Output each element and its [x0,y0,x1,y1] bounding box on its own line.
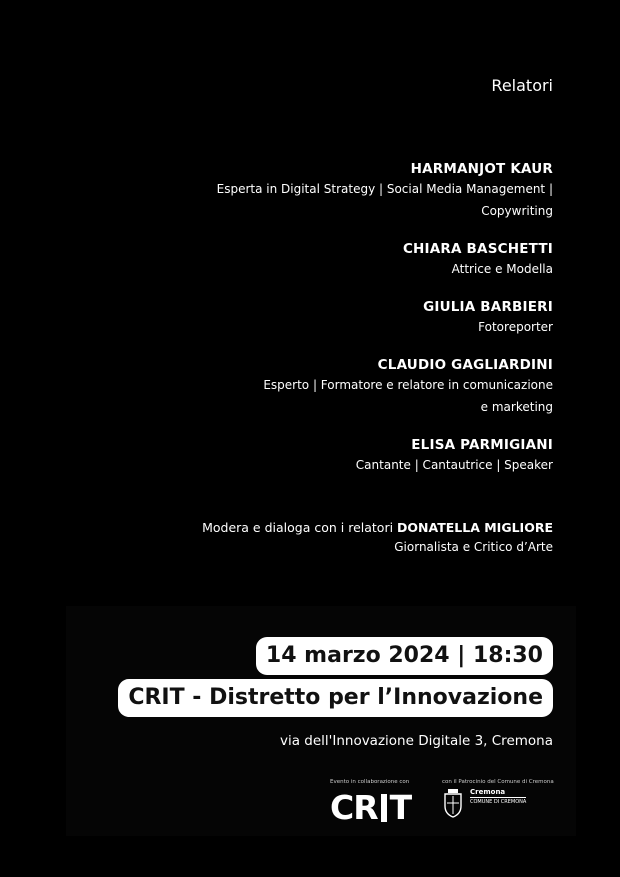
crit-caption: Evento in collaborazione con [330,779,410,785]
speaker-role: Fotoreporter [478,320,553,334]
comune-caption: con il Patrocinio del Comune di Cremona [442,779,554,785]
speaker-role: e marketing [480,400,553,414]
crit-logo-block [330,779,425,828]
speaker-role: Attrice e Modella [451,262,553,276]
moderator-line [153,518,553,537]
speaker-role: Esperta in Digital Strategy | Social Media Management | [216,182,553,196]
speaker-item [173,356,553,418]
crit-logo-right: T [389,788,412,827]
event-venue: CRIT - Distretto per l’Innovazione [118,679,553,717]
speakers-list [173,160,553,494]
section-title: Relatori [491,76,553,95]
speaker-name: CHIARA BASCHETTI [402,241,553,257]
speaker-item [173,160,553,222]
speaker-name: HARMANJOT KAUR [410,161,553,177]
event-address: via dell'Innovazione Digitale 3, Cremona [279,733,553,749]
moderator-name: DONATELLA MIGLIORE [397,520,553,535]
speaker-name: CLAUDIO GAGLIARDINI [377,357,553,373]
speaker-name: GIULIA BARBIERI [423,299,553,315]
moderator-block [153,518,553,558]
crit-logo-bar [381,794,387,822]
speaker-role: Esperto | Formatore e relatore in comunicazione [263,378,553,392]
crit-logo [330,788,425,828]
speaker-role: Copywriting [481,204,553,218]
event-datetime: 14 marzo 2024 | 18:30 [256,637,553,675]
comune-name: Cremona [470,788,506,796]
comune-sub: COMUNE DI CREMONA [470,799,527,805]
crit-logo-left: CR [330,788,378,827]
speaker-role: Cantante | Cantautrice | Speaker [355,458,553,472]
crest-icon [442,788,464,818]
moderator-intro: Modera e dialoga con i relatori [202,520,394,535]
speaker-item [173,240,553,280]
comune-text [470,788,526,806]
moderator-role: Giornalista e Critico d’Arte [394,540,553,554]
speaker-item [173,436,553,476]
speaker-item [173,298,553,338]
comune-logo [442,788,562,818]
comune-logo-block [442,779,562,818]
speaker-name: ELISA PARMIGIANI [411,437,553,453]
